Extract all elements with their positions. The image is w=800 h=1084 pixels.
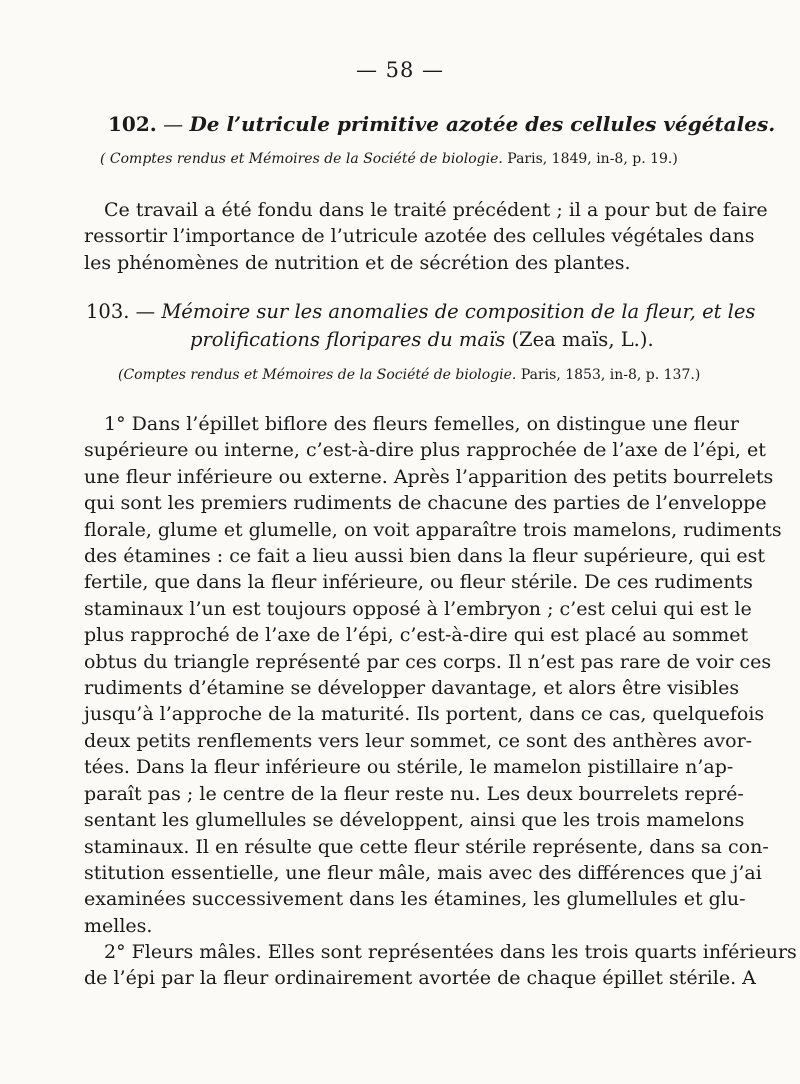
text-line: de l’épi par la fleur ordinairement avortée de chaque épillet stérile. A — [84, 967, 756, 990]
section-102-paragraph — [84, 197, 768, 276]
body-paragraph-2 — [84, 939, 797, 992]
text-line: une fleur inférieure ou externe. Après l’apparition des petits bourrelets — [84, 465, 774, 488]
section-103-dash: — — [135, 300, 156, 323]
section-102-dash: — — [163, 112, 184, 136]
section-103-heading-line2 — [190, 328, 800, 351]
section-102-title: De l’utricule primitive azotée des cellules végétales. — [189, 112, 776, 136]
text-line: melles. — [84, 914, 153, 937]
text-line: deux petits renflements vers leur sommet, ce sont des anthères avor- — [84, 729, 753, 752]
text-line: staminaux. Il en résulte que cette fleur stérile représente, dans sa con- — [84, 835, 769, 858]
section-102-reference — [100, 151, 678, 167]
text-line: rudiments d’étamine se développer davantage, et alors être visibles — [84, 677, 740, 700]
text-line: qui sont les premiers rudiments de chacune des parties de l’enveloppe — [84, 492, 767, 515]
section-103-ref-details: Paris, 1853, in-8, p. 137.) — [520, 367, 701, 383]
text-line: tées. Dans la fleur inférieure ou stérile, le mamelon pistillaire n’ap- — [84, 756, 734, 779]
section-103-reference — [118, 367, 700, 383]
text-line: staminaux l’un est toujours opposé à l’embryon ; c’est celui qui est le — [84, 597, 752, 620]
section-102-heading — [108, 112, 776, 136]
text-line: 2° Fleurs mâles. Elles sont représentées dans les trois quarts inférieurs — [104, 941, 797, 963]
text-line: les phénomènes de nutrition et de sécrétion des plantes. — [84, 251, 631, 274]
text-line: jusqu’à l’approche de la maturité. Ils portent, dans ce cas, quelquefois — [84, 703, 765, 726]
text-line: sentant les glumellules se développent, ainsi que les trois mamelons — [84, 809, 745, 832]
text-line: florale, glume et glumelle, on voit apparaître trois mamelons, rudiments — [84, 518, 782, 541]
text-line: obtus du triangle représenté par ces corps. Il n’est pas rare de voir ces — [84, 650, 772, 673]
text-line: des étamines : ce fait a lieu aussi bien dans la fleur supérieure, qui est — [84, 545, 766, 568]
section-103-number: 103. — [86, 300, 130, 323]
section-102-ref-source: ( Comptes rendus et Mémoires de la Société de biologie. — [100, 151, 503, 167]
page-number: — 58 — — [355, 58, 445, 82]
section-103-heading — [86, 300, 756, 323]
text-line: supérieure ou interne, c’est-à-dire plus rapprochée de l’axe de l’épi, et — [84, 439, 766, 462]
body-paragraph-1 — [84, 411, 782, 939]
section-103-title-line1: Mémoire sur les anomalies de composition de la fleur, et les — [161, 300, 756, 323]
text-line: 1° Dans l’épillet biflore des fleurs femelles, on distingue une fleur — [104, 413, 739, 435]
text-line: ressortir l’importance de l’utricule azotée des cellules végétales dans — [84, 225, 755, 248]
text-line: Ce travail a été fondu dans le traité précédent ; il a pour but de faire — [104, 199, 768, 221]
text-line: stitution essentielle, une fleur mâle, mais avec des différences que j’ai — [84, 861, 762, 884]
text-line: examinées successivement dans les étamines, les glumellules et glu- — [84, 888, 746, 911]
text-line: fertile, que dans la fleur inférieure, ou fleur stérile. De ces rudiments — [84, 571, 753, 594]
section-103-title-line2: prolifications floripares du maïs — [190, 328, 506, 351]
section-102-number: 102. — [108, 112, 157, 136]
section-103-ref-source: (Comptes rendus et Mémoires de la Société de biologie. — [118, 367, 517, 383]
section-102-ref-details: Paris, 1849, in-8, p. 19.) — [507, 151, 678, 167]
section-103-title-species: (Zea maïs, L.). — [511, 328, 654, 351]
text-line: plus rapproché de l’axe de l’épi, c’est-à-dire qui est placé au sommet — [84, 624, 749, 647]
text-line: paraît pas ; le centre de la fleur reste nu. Les deux bourrelets repré- — [84, 782, 744, 805]
